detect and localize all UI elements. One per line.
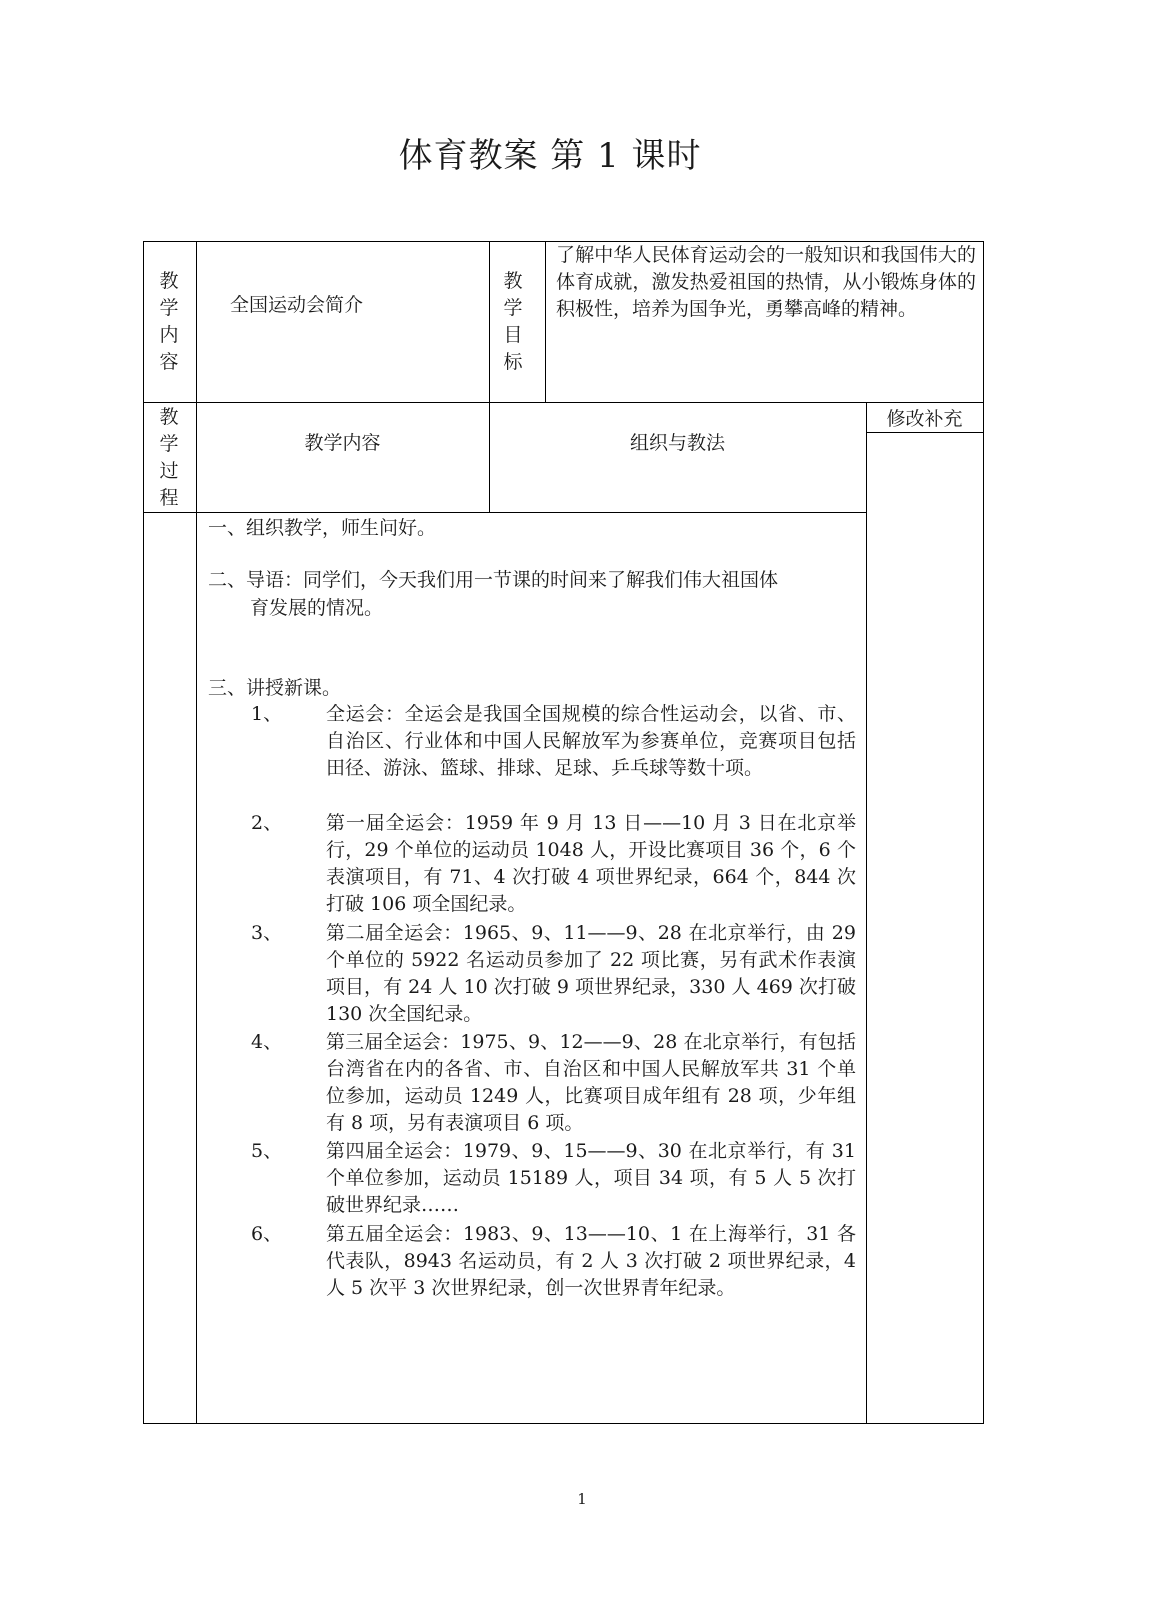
row-divider-2 (143, 512, 866, 513)
body-paragraph-2-line-2: 育发展的情况。 (250, 597, 384, 619)
content-value: 全国运动会简介 (230, 294, 364, 316)
goal-label: 教学目标 (503, 270, 523, 373)
list-item-number: 5、 (251, 1140, 283, 1162)
col-divider-a (196, 241, 197, 1424)
col-header-method: 组织与教法 (629, 432, 725, 454)
page-title: 体育教案 第 1 课时 (398, 136, 702, 176)
col-header-notes: 修改补充 (886, 408, 963, 430)
col-header-content: 教学内容 (304, 432, 381, 454)
body-paragraph-1: 一、组织教学，师生问好。 (208, 517, 437, 539)
list-item-number: 3、 (251, 922, 283, 944)
goal-value: 了解中华人民体育运动会的一般知识和我国伟大的体育成就，激发热爱祖国的热情，从小锻炼身体的积极性，培养为国争光，勇攀高峰的精神。 (556, 244, 976, 320)
content-label: 教学内容 (159, 270, 179, 373)
col-divider-d (866, 402, 867, 1424)
table-border-right (983, 241, 984, 1424)
process-label: 教学过程 (159, 406, 179, 509)
page-number: 1 (577, 1490, 587, 1508)
notes-header-divider (866, 432, 984, 433)
list-item: 第四届全运会：1979、9、15——9、30 在北京举行，有 31 个单位参加，运动员 15189 人，项目 34 项，有 5 人 5 次打破世界纪录…… (326, 1140, 856, 1216)
list-item: 全运会：全运会是我国全国规模的综合性运动会，以省、市、自治区、行业体和中国人民解放军为参赛单位，竞赛项目包括田径、游泳、篮球、排球、足球、乒乓球等数十项。 (326, 703, 856, 779)
row-divider-1 (143, 402, 984, 403)
list-item: 第三届全运会：1975、9、12——9、28 在北京举行，有包括台湾省在内的各省、市、自治区和中国人民解放军共 31 个单位参加，运动员 1249 人，比赛项目成年组有 28 项，少年组有 8 项，另有表演项目 6 项。 (326, 1031, 856, 1134)
col-divider-c (545, 241, 546, 403)
body-paragraph-2-line-1: 二、导语：同学们，今天我们用一节课的时间来了解我们伟大祖国体 (208, 569, 779, 591)
list-item-number: 2、 (251, 812, 283, 834)
body-paragraph-3: 三、讲授新课。 (208, 677, 342, 699)
list-item-number: 4、 (251, 1031, 283, 1053)
list-item: 第一届全运会：1959 年 9 月 13 日——10 月 3 日在北京举行，29 个单位的运动员 1048 人，开设比赛项目 36 个，6 个表演项目，有 71、4 次打破 4 项世界纪录，664 个，844 次打破 106 项全国纪录。 (326, 812, 856, 915)
list-item: 第五届全运会：1983、9、13——10、1 在上海举行，31 各代表队，8943 名运动员，有 2 人 3 次打破 2 项世界纪录，4 人 5 次平 3 次世界纪录，创一次世界青年纪录。 (326, 1223, 856, 1299)
list-item: 第二届全运会：1965、9、11——9、28 在北京举行，由 29 个单位的 5922 名运动员参加了 22 项比赛，另有武术作表演项目，有 24 人 10 次打破 9 项世界纪录，330 人 469 次打破 130 次全国纪录。 (326, 922, 856, 1025)
list-item-number: 1、 (251, 703, 283, 725)
table-border-left (143, 241, 144, 1424)
table-border-bottom (143, 1423, 984, 1424)
col-divider-b (489, 241, 490, 513)
list-item-number: 6、 (251, 1223, 283, 1245)
